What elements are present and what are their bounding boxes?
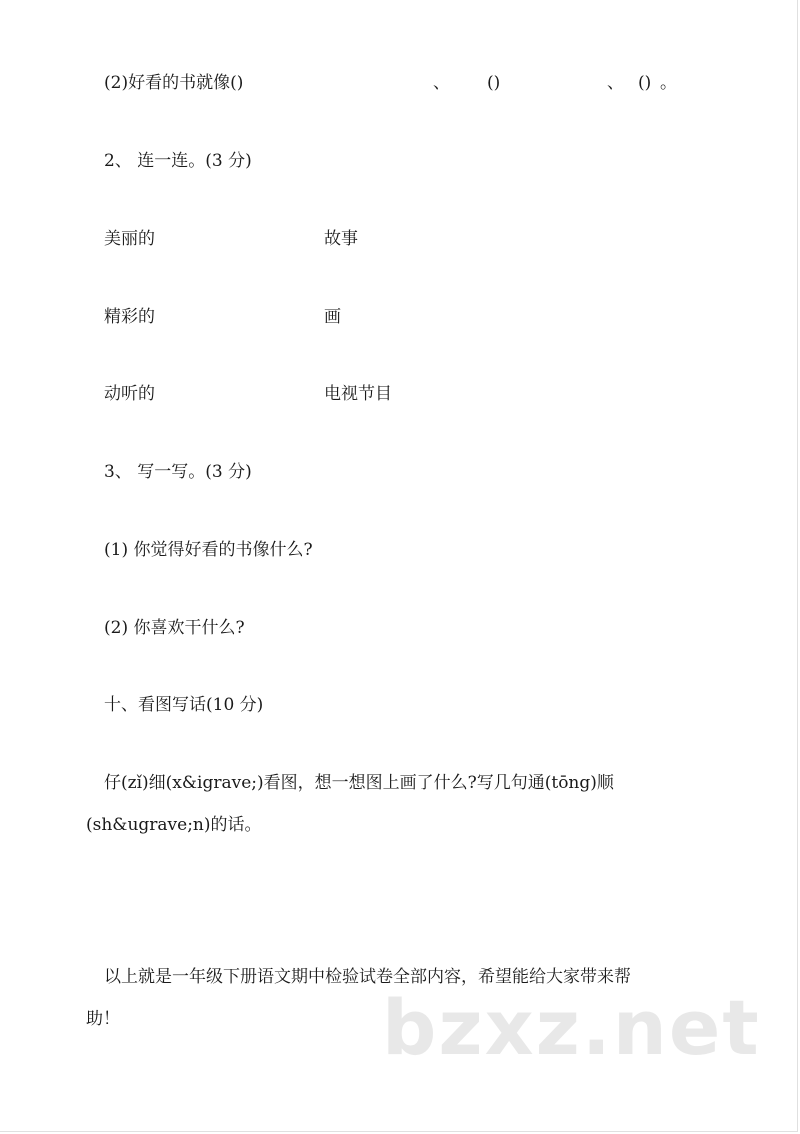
match-left-item: 美丽的	[104, 229, 155, 249]
watermark: bzxz.net	[382, 983, 761, 1072]
q1-2-end-mark: 。	[660, 73, 677, 93]
closing-line-2: 助！	[86, 1009, 120, 1029]
section-10-prompt-line-2: (sh&ugrave;n)的话。	[86, 815, 262, 835]
section-10-prompt-line-1: 仔(zǐ)细(x&igrave;)看图，想一想图上画了什么?写几句通(tōng)顺	[104, 773, 614, 793]
match-right-item: 电视节目	[324, 384, 392, 404]
q1-2-blank-3: ()	[638, 73, 652, 93]
q3-item: (1) 你觉得好看的书像什么?	[104, 540, 313, 560]
q3-heading: 3、 写一写。(3 分)	[104, 462, 252, 482]
section-10-heading: 十、看图写话(10 分)	[104, 695, 264, 715]
q1-2-blank-2: ()	[487, 73, 501, 93]
match-right-item: 故事	[324, 229, 358, 249]
q1-2-separator-1: 、	[433, 73, 450, 93]
match-right-item: 画	[324, 307, 341, 327]
q3-item: (2) 你喜欢干什么?	[104, 618, 245, 638]
q2-heading: 2、 连一连。(3 分)	[104, 151, 252, 171]
match-left-item: 精彩的	[104, 307, 155, 327]
match-left-item: 动听的	[104, 384, 155, 404]
closing-line-1: 以上就是一年级下册语文期中检验试卷全部内容，希望能给大家带来帮	[104, 967, 631, 987]
q1-2-separator-2: 、	[607, 73, 624, 93]
q1-2-stem: (2)好看的书就像()	[104, 73, 244, 93]
